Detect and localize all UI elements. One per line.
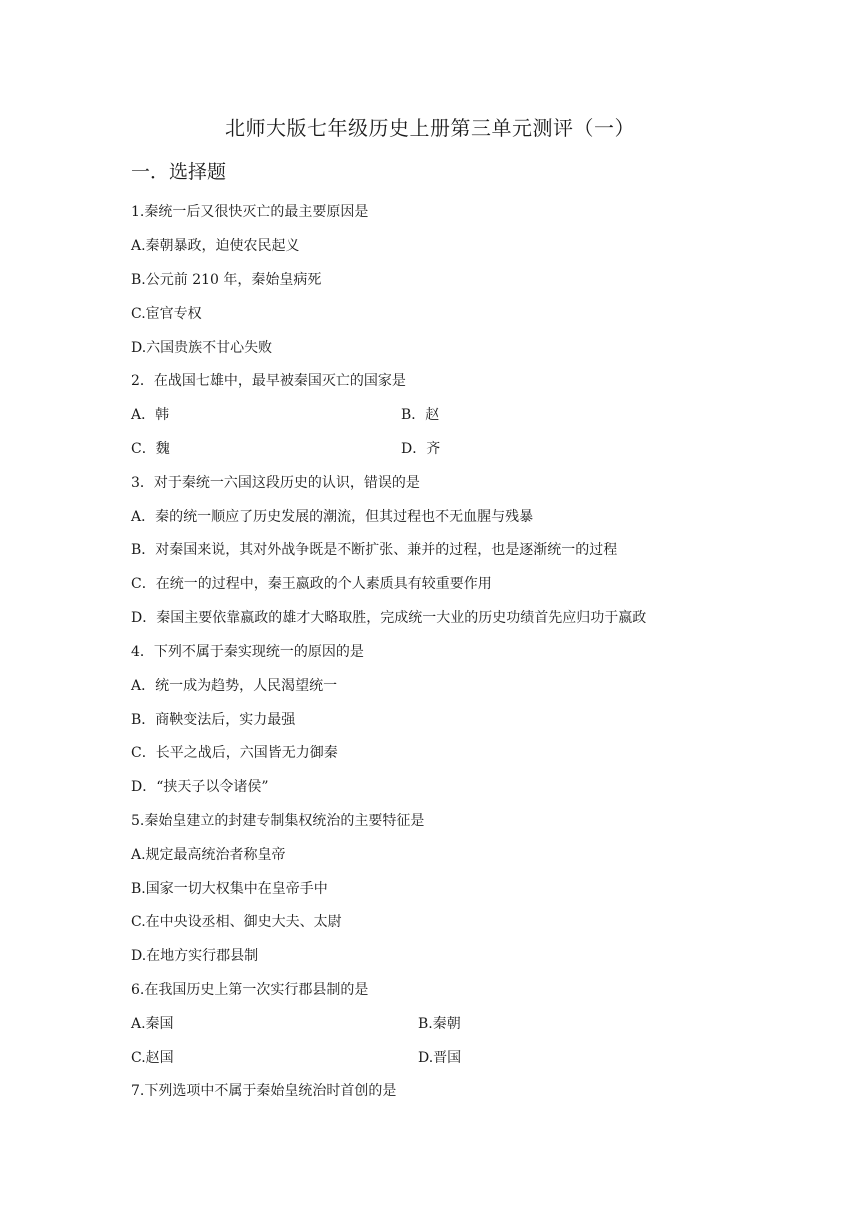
question-6-option-d: D.晋国 [418, 1050, 462, 1066]
question-5-option-b: B.国家一切大权集中在皇帝手中 [131, 881, 328, 897]
question-6-option-c: C.赵国 [131, 1050, 174, 1066]
question-5-option-d: D.在地方实行郡县制 [131, 948, 259, 964]
question-3-option-c: C．在统一的过程中，秦王嬴政的个人素质具有较重要作用 [131, 576, 492, 592]
question-4-stem: 4．下列不属于秦实现统一的原因的是 [131, 644, 364, 660]
question-1-option-d: D.六国贵族不甘心失败 [131, 340, 273, 356]
question-2-stem: 2．在战国七雄中，最早被秦国灭亡的国家是 [131, 373, 406, 389]
question-4-option-c: C．长平之战后，六国皆无力御秦 [131, 745, 338, 761]
question-4-option-a: A．统一成为趋势，人民渴望统一 [131, 678, 338, 694]
question-3-option-a: A．秦的统一顺应了历史发展的潮流，但其过程也不无血腥与残暴 [131, 509, 534, 525]
question-3-option-b: B．对秦国来说，其对外战争既是不断扩张、兼并的过程，也是逐渐统一的过程 [131, 542, 618, 558]
section-heading: 一．选择题 [131, 161, 227, 183]
question-3-stem: 3．对于秦统一六国这段历史的认识，错误的是 [131, 475, 420, 491]
question-4-option-b: B．商鞅变法后，实力最强 [131, 712, 296, 728]
question-2-option-c: C．魏 [131, 441, 170, 457]
question-1-option-c: C.宦官专权 [131, 306, 202, 322]
question-3-option-d: D．秦国主要依靠嬴政的雄才大略取胜，完成统一大业的历史功绩首先应归功于嬴政 [131, 610, 647, 626]
question-6-option-b: B.秦朝 [418, 1016, 461, 1032]
question-1-stem: 1.秦统一后又很快灭亡的最主要原因是 [131, 204, 369, 220]
document-title: 北师大版七年级历史上册第三单元测评（一） [225, 116, 635, 140]
question-2-option-b: B．赵 [401, 407, 440, 423]
question-6-stem: 6.在我国历史上第一次实行郡县制的是 [131, 982, 369, 998]
question-1-option-b: B.公元前 210 年，秦始皇病死 [131, 272, 322, 288]
question-5-option-c: C.在中央设丞相、御史大夫、太尉 [131, 914, 342, 930]
question-5-stem: 5.秦始皇建立的封建专制集权统治的主要特征是 [131, 813, 425, 829]
question-4-option-d: D．“挟天子以令诸侯” [131, 779, 269, 795]
question-6-option-a: A.秦国 [131, 1016, 174, 1032]
question-5-option-a: A.规定最高统治者称皇帝 [131, 847, 286, 863]
question-7-stem: 7.下列选项中不属于秦始皇统治时首创的是 [131, 1083, 397, 1099]
question-2-option-d: D．齐 [401, 441, 441, 457]
question-1-option-a: A.秦朝暴政，迫使农民起义 [131, 238, 300, 254]
question-2-option-a: A．韩 [131, 407, 170, 423]
